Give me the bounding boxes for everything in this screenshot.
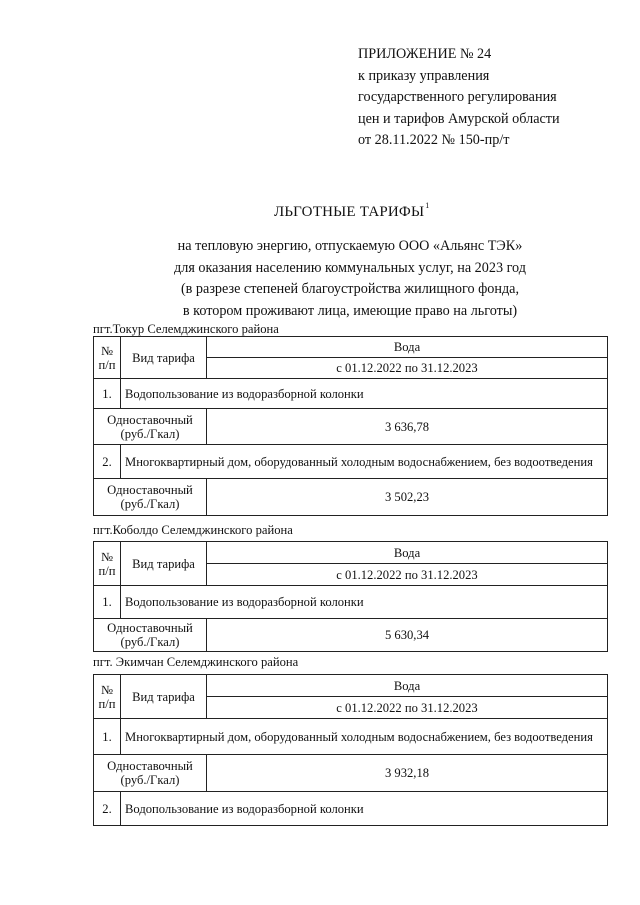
row-number: 1. [94, 586, 121, 619]
header-num: № п/п [94, 675, 121, 719]
tariff-value: 5 630,34 [207, 619, 608, 652]
table-row [94, 755, 608, 792]
header-num: № п/п [94, 542, 121, 586]
tariff-table [93, 541, 608, 652]
row-number: 2. [94, 445, 121, 479]
document-title [274, 201, 429, 221]
header-period: с 01.12.2022 по 31.12.2023 [207, 358, 608, 379]
appendix-authority-line: государственного регулирования [358, 89, 557, 106]
settlement-heading: пгт. Экимчан Селемджинского района [93, 655, 299, 669]
settlement-heading: пгт.Токур Селемджинского района [93, 322, 279, 336]
subtitle-line-2: для оказания населению коммунальных услуг, на 2023 год [174, 259, 526, 276]
row-number: 1. [94, 719, 121, 755]
table-header-row [94, 337, 608, 358]
row-item: Водопользование из водоразборной колонки [121, 379, 608, 409]
table-row [94, 379, 608, 409]
settlement-heading: пгт.Коболдо Селемджинского района [93, 523, 293, 537]
table-row [94, 409, 608, 445]
row-item: Водопользование из водоразборной колонки [121, 586, 608, 619]
table-header-row [94, 675, 608, 697]
rate-label: Одноставочный (руб./Гкал) [94, 409, 207, 445]
appendix-header [358, 44, 560, 152]
rate-label: Одноставочный (руб./Гкал) [94, 755, 207, 792]
header-num: № п/п [94, 337, 121, 379]
row-number: 1. [94, 379, 121, 409]
table-row [94, 586, 608, 619]
subtitle-line-4: в котором проживают лица, имеющие право на льготы) [182, 302, 518, 319]
header-resource: Вода [207, 337, 608, 358]
table-row [94, 619, 608, 652]
row-item: Водопользование из водоразборной колонки [121, 792, 608, 826]
footnote-marker: 1 [425, 201, 430, 210]
rate-label: Одноставочный (руб./Гкал) [94, 619, 207, 652]
header-tariff-type: Вид тарифа [121, 337, 207, 379]
tariff-table [93, 674, 608, 826]
document-title-text: ЛЬГОТНЫЕ ТАРИФЫ [274, 204, 425, 220]
row-item: Многоквартирный дом, оборудованный холодным водоснабжением, без водоотведения [121, 445, 608, 479]
table-row [94, 445, 608, 479]
header-period: с 01.12.2022 по 31.12.2023 [207, 697, 608, 719]
row-number: 2. [94, 792, 121, 826]
table-row [94, 479, 608, 516]
tariff-value: 3 502,23 [207, 479, 608, 516]
document-subtitle [100, 236, 600, 322]
subtitle-line-3: (в разрезе степеней благоустройства жилищного фонда, [180, 281, 520, 298]
appendix-order-line: к приказу управления [358, 67, 490, 84]
table-row [94, 792, 608, 826]
tariff-value: 3 932,18 [207, 755, 608, 792]
table-header-row [94, 542, 608, 564]
table-row [94, 719, 608, 755]
header-resource: Вода [207, 542, 608, 564]
appendix-number: ПРИЛОЖЕНИЕ № 24 [358, 46, 492, 62]
rate-label: Одноставочный (руб./Гкал) [94, 479, 207, 516]
tariff-table [93, 336, 608, 516]
header-tariff-type: Вид тарифа [121, 675, 207, 719]
tariff-value: 3 636,78 [207, 409, 608, 445]
header-resource: Вода [207, 675, 608, 697]
appendix-authority-line-2: цен и тарифов Амурской области [358, 110, 560, 127]
appendix-date-line: от 28.11.2022 № 150-пр/т [358, 132, 510, 149]
header-period: с 01.12.2022 по 31.12.2023 [207, 564, 608, 586]
header-tariff-type: Вид тарифа [121, 542, 207, 586]
row-item: Многоквартирный дом, оборудованный холодным водоснабжением, без водоотведения [121, 719, 608, 755]
subtitle-line-1: на тепловую энергию, отпускаемую ООО «Альянс ТЭК» [177, 238, 523, 254]
